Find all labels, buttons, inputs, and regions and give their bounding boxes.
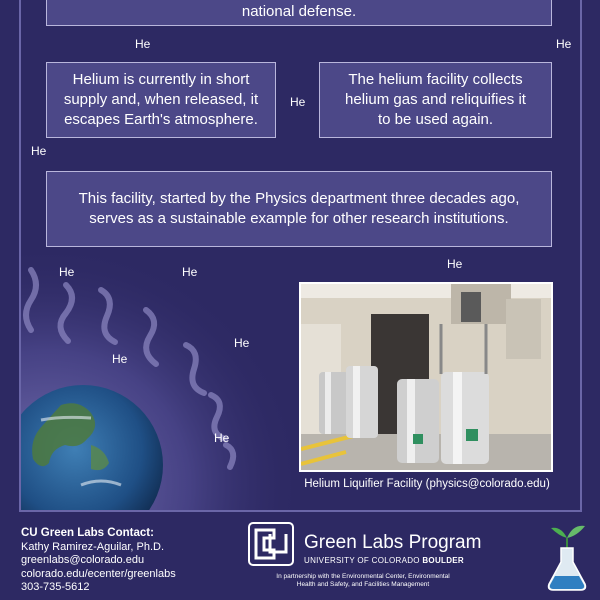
he-label: He [447, 257, 463, 271]
cu-logo-icon [248, 522, 294, 571]
top-text-box [46, 0, 552, 26]
program-title: Green Labs Program [304, 532, 482, 553]
he-label: He [135, 37, 151, 51]
contact-email[interactable]: greenlabs@colorado.edu [21, 554, 145, 566]
photo-caption: Helium Liquifier Facility (physics@colorado.edu) [304, 478, 550, 490]
contact-name: Kathy Ramirez-Aguilar, Ph.D. [21, 540, 165, 553]
wide-box-text: This facility, started by the Physics department three decades ago, serves as a sustainable example for other research institutions. [78, 190, 520, 227]
right-text-box [319, 62, 552, 138]
partner-line-1: In partnership with the Environmental Center, Environmental [276, 573, 450, 580]
left-box-text: Helium is currently in short supply and, when released, it escapes Earth's atmosphere. [63, 71, 259, 128]
wide-text-box [46, 171, 552, 247]
contact-website[interactable]: colorado.edu/ecenter/greenlabs [21, 567, 176, 580]
flask-plant-icon [545, 520, 589, 597]
partner-line-2: Health and Safety, and Facilities Management [296, 581, 430, 588]
contact-title: CU Green Labs Contact: [21, 527, 154, 539]
he-label: He [214, 431, 230, 445]
contact-block [21, 527, 176, 595]
program-university [304, 556, 464, 565]
campus-name: BOULDER [422, 556, 464, 565]
he-label: He [112, 352, 128, 366]
left-text-box [46, 62, 276, 138]
he-label: He [290, 95, 306, 109]
top-box-text: national defense. [241, 3, 357, 20]
he-label: He [31, 144, 47, 158]
he-label: He [182, 265, 198, 279]
contact-phone: 303-735-5612 [21, 581, 90, 593]
right-box-text: The helium facility collects helium gas and reliquifies it to be used again. [345, 71, 526, 128]
helium-facility-photo [299, 282, 553, 472]
university-name: UNIVERSITY OF COLORADO [304, 556, 420, 565]
he-label: He [556, 37, 572, 51]
earth-illustration [21, 255, 291, 510]
he-label: He [234, 336, 250, 350]
he-label: He [59, 265, 75, 279]
partner-text [253, 573, 473, 589]
